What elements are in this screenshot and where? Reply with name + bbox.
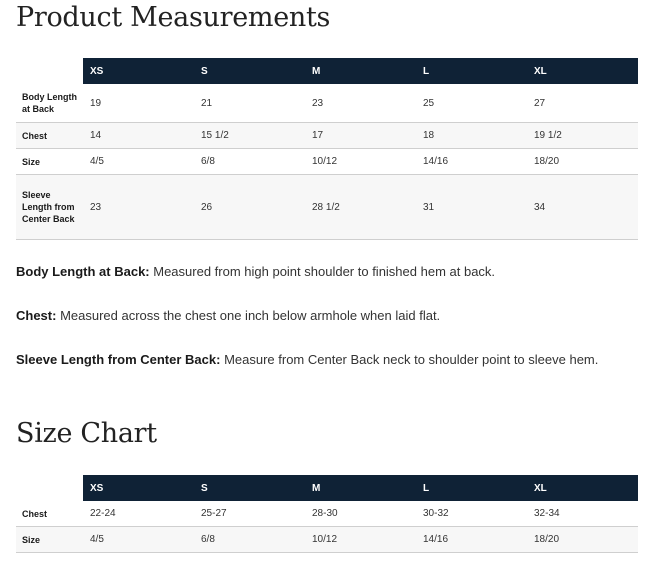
header-corner bbox=[16, 475, 83, 501]
table-cell: 25-27 bbox=[194, 501, 305, 527]
note-term: Sleeve Length from Center Back: bbox=[16, 352, 221, 367]
size-header-xl: XL bbox=[527, 58, 638, 84]
size-header-l: L bbox=[416, 58, 527, 84]
product-measurements-title: Product Measurements bbox=[16, 2, 331, 33]
note-term: Chest: bbox=[16, 308, 57, 323]
row-label: Sleeve Length from Center Back bbox=[16, 175, 83, 240]
size-chart-table bbox=[16, 475, 638, 553]
note-text: Measured across the chest one inch below armhole when laid flat. bbox=[56, 308, 441, 323]
size-header-m: M bbox=[305, 475, 416, 501]
table-row bbox=[16, 123, 638, 149]
note-chest bbox=[16, 308, 440, 323]
table-cell: 6/8 bbox=[194, 149, 305, 175]
note-text: Measured from high point shoulder to finished hem at back. bbox=[149, 264, 496, 279]
table-cell: 31 bbox=[416, 175, 527, 240]
header-corner bbox=[16, 58, 83, 84]
table-cell: 28 1/2 bbox=[305, 175, 416, 240]
table-cell: 6/8 bbox=[194, 527, 305, 553]
note-text: Measure from Center Back neck to shoulder point to sleeve hem. bbox=[220, 352, 599, 367]
size-header-m: M bbox=[305, 58, 416, 84]
table-cell: 10/12 bbox=[305, 149, 416, 175]
table-row bbox=[16, 84, 638, 123]
table-cell: 18 bbox=[416, 123, 527, 149]
table-cell: 4/5 bbox=[83, 527, 194, 553]
table-row bbox=[16, 149, 638, 175]
table-cell: 17 bbox=[305, 123, 416, 149]
size-header-s: S bbox=[194, 475, 305, 501]
table-cell: 14/16 bbox=[416, 527, 527, 553]
size-header-xl: XL bbox=[527, 475, 638, 501]
table-row bbox=[16, 527, 638, 553]
table-cell: 32-34 bbox=[527, 501, 638, 527]
product-measurements-table bbox=[16, 58, 638, 240]
table-cell: 14 bbox=[83, 123, 194, 149]
table-cell: 21 bbox=[194, 84, 305, 123]
row-label: Body Length at Back bbox=[16, 84, 83, 123]
table-header-row bbox=[16, 475, 638, 501]
table-cell: 27 bbox=[527, 84, 638, 123]
table-cell: 34 bbox=[527, 175, 638, 240]
note-body-length bbox=[16, 264, 495, 279]
table-cell: 19 1/2 bbox=[527, 123, 638, 149]
table-header-row bbox=[16, 58, 638, 84]
table-cell: 26 bbox=[194, 175, 305, 240]
table-row bbox=[16, 175, 638, 240]
row-label: Chest bbox=[16, 123, 83, 149]
row-label: Chest bbox=[16, 501, 83, 527]
size-header-xs: XS bbox=[83, 475, 194, 501]
table-cell: 23 bbox=[83, 175, 194, 240]
row-label: Size bbox=[16, 527, 83, 553]
table-cell: 18/20 bbox=[527, 527, 638, 553]
table-cell: 19 bbox=[83, 84, 194, 123]
table-cell: 4/5 bbox=[83, 149, 194, 175]
table-cell: 23 bbox=[305, 84, 416, 123]
size-header-xs: XS bbox=[83, 58, 194, 84]
note-sleeve-length bbox=[16, 352, 598, 367]
table-cell: 30-32 bbox=[416, 501, 527, 527]
table-cell: 25 bbox=[416, 84, 527, 123]
table-cell: 14/16 bbox=[416, 149, 527, 175]
size-header-s: S bbox=[194, 58, 305, 84]
table-cell: 10/12 bbox=[305, 527, 416, 553]
table-row bbox=[16, 501, 638, 527]
row-label: Size bbox=[16, 149, 83, 175]
table-cell: 22-24 bbox=[83, 501, 194, 527]
size-header-l: L bbox=[416, 475, 527, 501]
size-chart-title: Size Chart bbox=[16, 418, 157, 449]
table-cell: 28-30 bbox=[305, 501, 416, 527]
table-cell: 18/20 bbox=[527, 149, 638, 175]
note-term: Body Length at Back: bbox=[16, 264, 150, 279]
table-cell: 15 1/2 bbox=[194, 123, 305, 149]
